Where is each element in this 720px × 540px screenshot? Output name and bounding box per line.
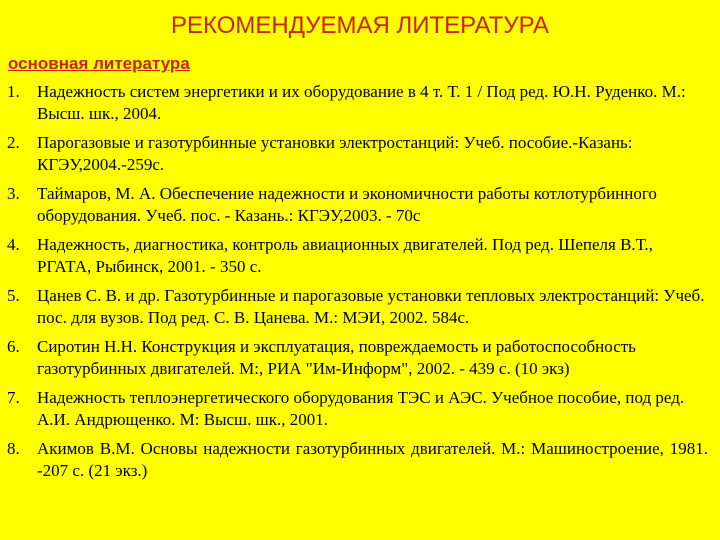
item-number: 4. (7, 235, 20, 254)
item-text: Парогазовые и газотурбинные установки электростанций: Учеб. пособие.-Казань: КГЭУ,2004.-259с. (37, 133, 633, 174)
section-subtitle: основная литература (8, 54, 190, 73)
list-item (0, 183, 720, 227)
slide-title: РЕКОМЕНДУЕМАЯ ЛИТЕРАТУРА (170, 12, 550, 39)
list-item (0, 336, 720, 380)
item-number: 8. (7, 439, 20, 458)
item-text: Таймаров, М. А. Обеспечение надежности и экономичности работы котлотурбинного оборудования. Учеб. пос. - Казань.: КГЭУ,2003. - 70с (37, 184, 657, 225)
list-item (0, 234, 720, 278)
item-number: 6. (7, 337, 20, 356)
list-item (0, 81, 720, 125)
item-text: Акимов В.М. Основы надежности газотурбинных двигателей. М.: Машиностроение, 1981. -207 с. (21 экз.) (37, 439, 708, 480)
list-item (0, 387, 720, 431)
reference-list (0, 81, 720, 489)
item-text: Цанев С. В. и др. Газотурбинные и парогазовые установки тепловых электростанций: Учеб. пос. для вузов. Под ред. С. В. Цанева. М.: МЭИ, 2002. 584с. (37, 286, 705, 327)
item-text: Надежность, диагностика, контроль авиационных двигателей. Под ред. Шепеля В.Т., РГАТА, Рыбинск, 2001. - 350 с. (37, 235, 653, 276)
item-number: 3. (7, 184, 20, 203)
item-number: 2. (7, 133, 20, 152)
item-text: Надежность теплоэнергетического оборудования ТЭС и АЭС. Учебное пособие, под ред. А.И. Андрющенко. М: Высш. шк., 2001. (37, 388, 685, 429)
list-item (0, 438, 720, 482)
list-item (0, 132, 720, 176)
item-number: 1. (7, 82, 20, 101)
list-item (0, 285, 720, 329)
item-number: 7. (7, 388, 20, 407)
item-text: Надежность систем энергетики и их оборудование в 4 т. Т. 1 / Под ред. Ю.Н. Руденко. М.: Высш. шк., 2004. (37, 82, 686, 123)
item-number: 5. (7, 286, 20, 305)
item-text: Сиротин Н.Н. Конструкция и эксплуатация, повреждаемость и работоспособность газотурбинных двигателей. М:, РИА "Им-Информ", 2002. - 439 с. (10 экз) (37, 337, 636, 378)
